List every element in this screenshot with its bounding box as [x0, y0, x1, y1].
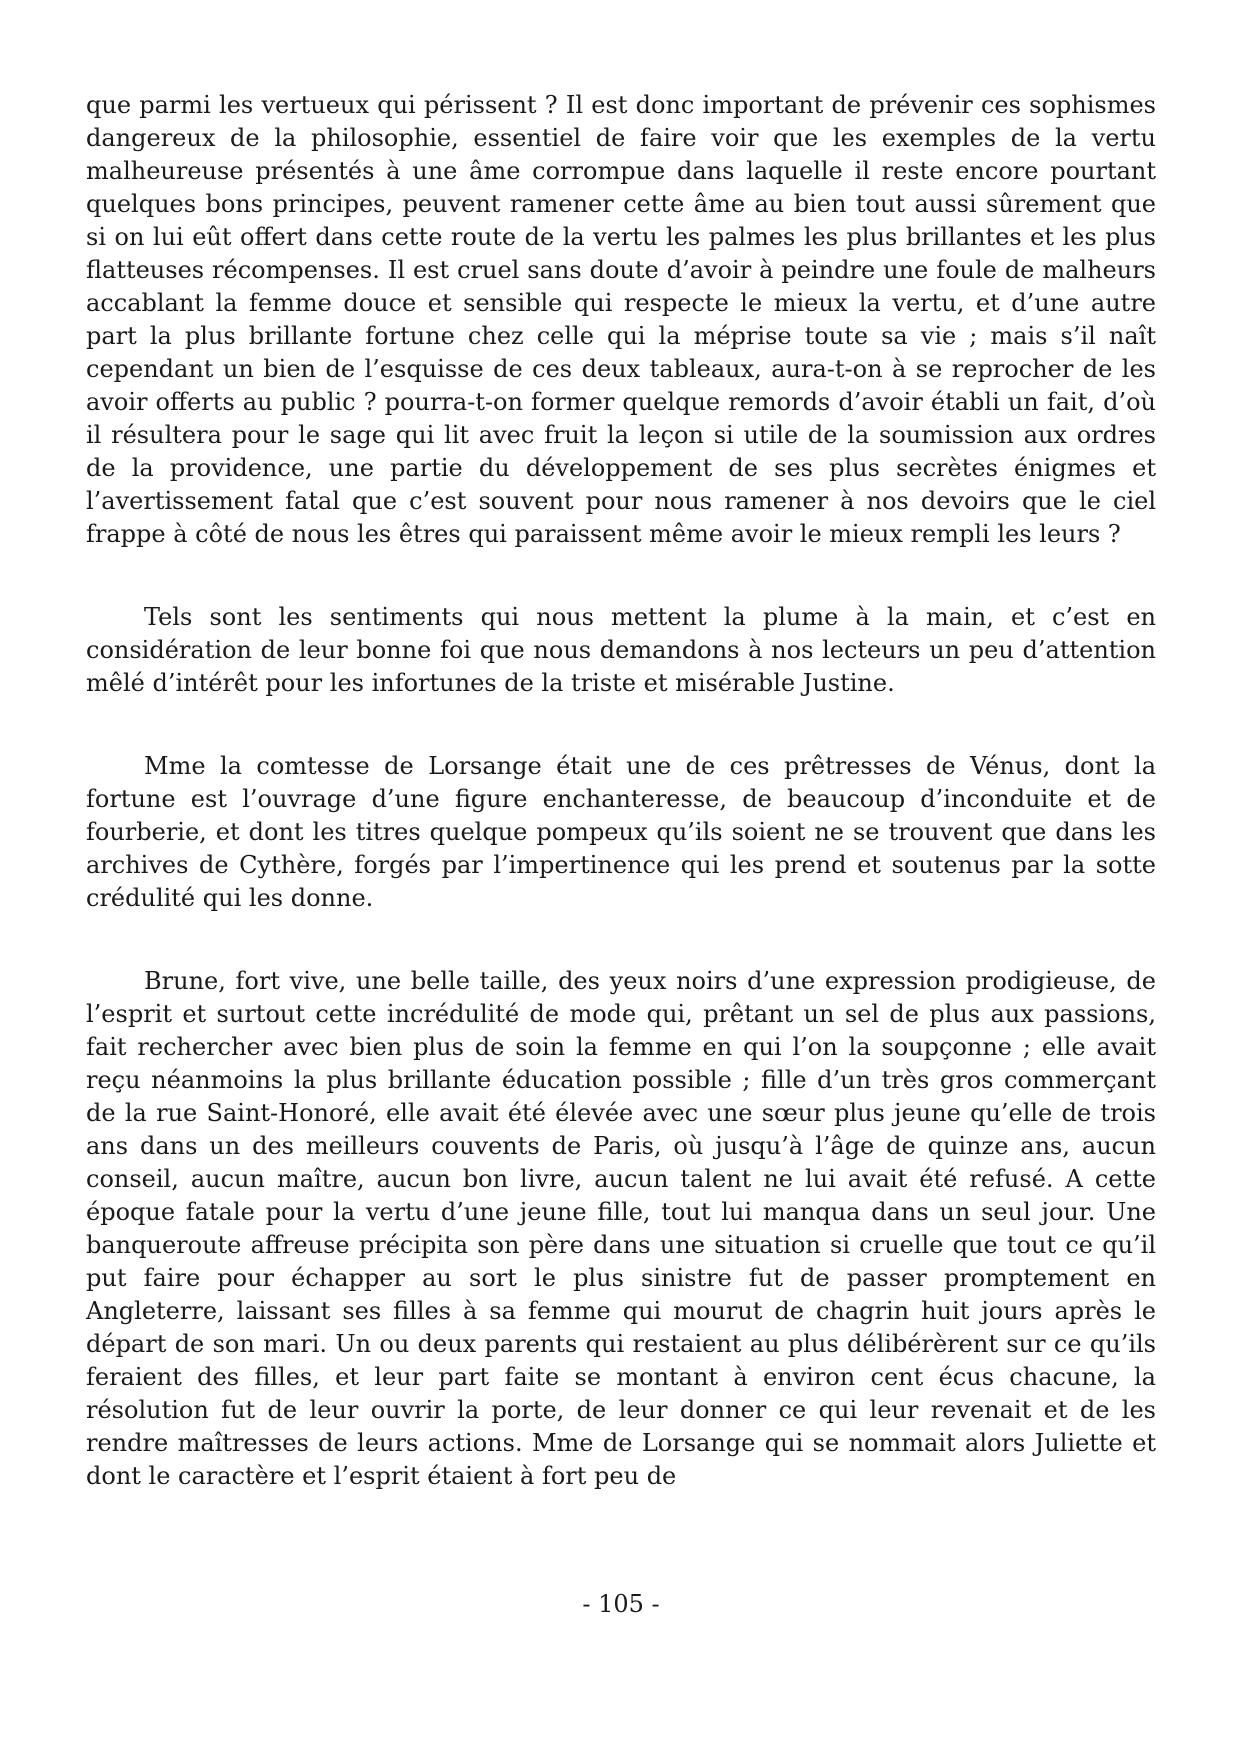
paragraph-2: Tels sont les sentiments qui nous mettent la plume à la main, et c’est en considération de leur bonne foi que nous demandons à nos lecteurs un peu d’attention mêlé d’intérêt pour les infortunes de la triste et misérable Justine. — [86, 603, 1156, 697]
page-number: - 105 - — [582, 1590, 660, 1618]
paragraph-4: Brune, fort vive, une belle taille, des yeux noirs d’une expression prodigieuse, de l’esprit et surtout cette incrédulité de mode qui, prêtant un sel de plus aux passions, fait rechercher avec bien plus de soin la femme en qui l’on la soupçonne ; elle avait reçu néanmoins la plus brillante éducation possible ; fille d’un très gros commerçant de la rue Saint-Honoré, elle avait été élevée avec une sœur plus jeune qu’elle de trois ans dans un des meilleurs couvents de Paris, où jusqu’à l’âge de quinze ans, aucun conseil, aucun maître, aucun bon livre, aucun talent ne lui avait été refusé. A cette époque fatale pour la vertu d’une jeune fille, tout lui manqua dans un seul jour. Une banqueroute affreuse précipita son père dans une situation si cruelle que tout ce qu’il put faire pour échapper au sort le plus sinistre fut de passer promptement en Angleterre, laissant ses filles à sa femme qui mourut de chagrin huit jours après le départ de son mari. Un ou deux parents qui restaient au plus délibérèrent sur ce qu’ils feraient des filles, et leur part faite se montant à environ cent écus chacune, la résolution fut de leur ouvrir la porte, de leur donner ce qui leur revenait et de les rendre maîtresses de leurs actions. Mme de Lorsange qui se nommait alors Juliette et dont le caractère et l’esprit étaient à fort peu de — [86, 967, 1156, 1490]
paragraph-3: Mme la comtesse de Lorsange était une de ces prêtresses de Vénus, dont la fortune est l’ouvrage d’une figure enchanteresse, de beaucoup d’inconduite et de fourberie, et dont les titres quelque pompeux qu’ils soient ne se trouvent que dans les archives de Cythère, forgés par l’impertinence qui les prend et soutenus par la sotte crédulité qui les donne. — [86, 752, 1156, 912]
paragraph-gap — [86, 915, 1156, 965]
paragraph-1: que parmi les vertueux qui périssent ? Il est donc important de prévenir ces sophismes dangereux de la philosophie, essentiel de faire voir que les exemples de la vertu malheureuse présentés à une âme corrompue dans laquelle il reste encore pourtant quelques bons principes, peuvent ramener cette âme au bien tout aussi sûrement que si on lui eût offert dans cette route de la vertu les palmes les plus brillantes et les plus flatteuses récompenses. Il est cruel sans doute d’avoir à peindre une foule de malheurs accablant la femme douce et sensible qui respecte le mieux la vertu, et d’une autre part la plus brillante fortune chez celle qui la méprise toute sa vie ; mais s’il naît cependant un bien de l’esquisse de ces deux tableaux, aura-t-on à se reprocher de les avoir offerts au public ? pourra-t-on former quelque remords d’avoir établi un fait, d’où il résultera pour le sage qui lit avec fruit la leçon si utile de la soumission aux ordres de la providence, une partie du développement de ses plus secrètes énigmes et l’avertissement fatal que c’est souvent pour nous ramener à nos devoirs que le ciel frappe à côté de nous les êtres qui paraissent même avoir le mieux rempli les leurs ? — [86, 91, 1156, 548]
paragraph-gap — [86, 700, 1156, 750]
page-body — [86, 89, 1156, 1493]
paragraph-gap — [86, 551, 1156, 601]
